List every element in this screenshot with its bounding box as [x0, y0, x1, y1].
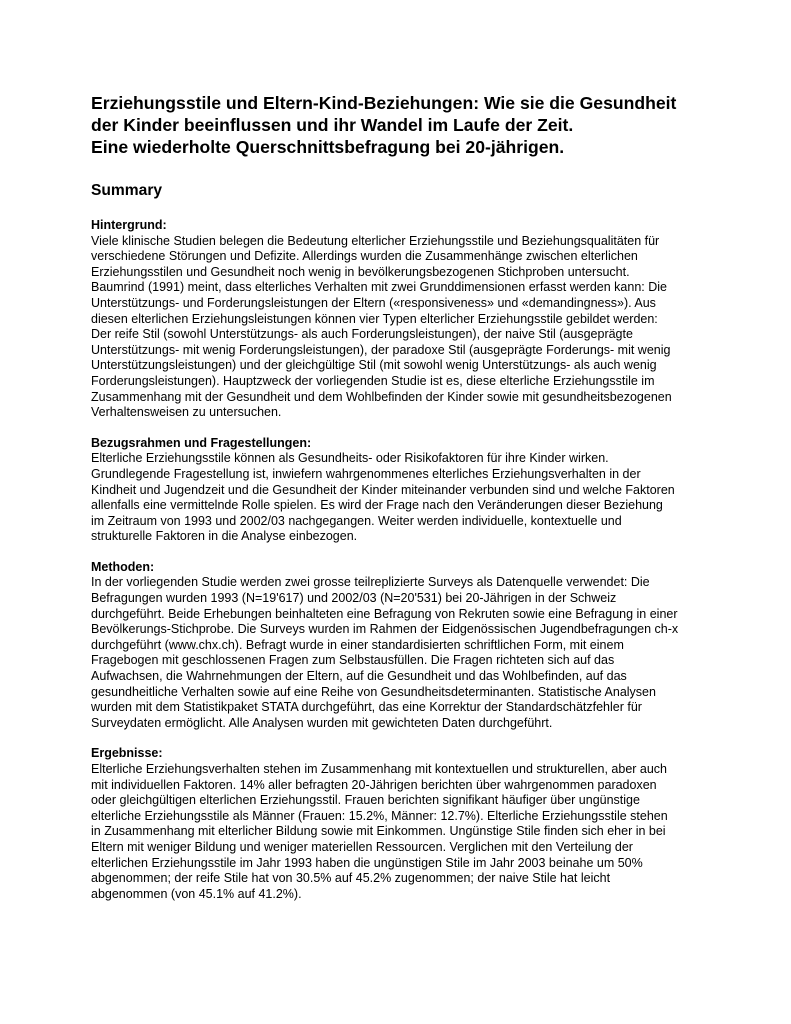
paragraph-line: Elterliche Erziehungsstile können als Gesundheits- oder Risikofaktoren für ihre Kinder wirken.: [91, 451, 609, 466]
paragraph-line: Forderungsleistungen). Hauptzweck der vorliegenden Studie ist es, diese elterliche Erziehungsstile im: [91, 373, 655, 388]
section-paragraph: [91, 575, 703, 731]
paragraph-line: strukturelle Faktoren in die Analyse einbezogen.: [91, 529, 358, 544]
paragraph-line: elterliche Erziehungsstile als Männer (Frauen: 15.2%, Männer: 12.7%). Elterliche Erziehungsstile stehen: [91, 808, 668, 823]
paragraph-line: Grundlegende Fragestellung ist, inwiefern wahrgenommenes elterliches Erziehungsverhalten in der: [91, 466, 641, 481]
paragraph-line: durchgeführt. Beide Erhebungen beinhalteten eine Befragung von Rekruten sowie eine Befragung in einer: [91, 606, 678, 621]
section-ergebnisse: [91, 746, 703, 902]
paragraph-line: mit individuellen Faktoren. 14% aller befragten 20-Jährigen berichten über wahrgenommen paradoxen: [91, 777, 657, 792]
section-bezugsrahmen: [91, 436, 703, 545]
section-heading: Methoden:: [91, 559, 155, 574]
paragraph-line: elterlichen Erziehungsstile im Jahr 1993 haben die ungünstigen Stile im Jahr 2003 beinahe um 50%: [91, 855, 643, 870]
paragraph-line: gesundheitliche Verhalten sowie auf eine Reihe von Gesundheitsdeterminanten. Statistische Analysen: [91, 684, 656, 699]
section-heading: Ergebnisse:: [91, 746, 163, 761]
section-heading: Bezugsrahmen und Fragestellungen:: [91, 435, 312, 450]
paragraph-line: Unterstützungs- und Forderungsleistungen der Eltern («responsiveness» und «demandingness»). Aus: [91, 295, 656, 310]
section-paragraph: [91, 234, 703, 421]
paragraph-line: In der vorliegenden Studie werden zwei grosse teilreplizierte Surveys als Datenquelle verwendet: Die: [91, 575, 650, 590]
paragraph-line: Fragebogen mit geschlossenen Fragen zum Selbstausfüllen. Die Fragen richteten sich auf das: [91, 653, 615, 668]
paragraph-line: Unterstützungs- mit wenig Forderungsleistungen), der paradoxe Stil (ausgeprägte Forderungs- mit wenig: [91, 342, 671, 357]
paragraph-line: durchgeführt (www.chx.ch). Befragt wurde in einer standardisierten schriftlichen Form, mit einem: [91, 637, 624, 652]
paragraph-line: Elterliche Erziehungsverhalten stehen im Zusammenhang mit kontextuellen und strukturellen, aber auch: [91, 762, 668, 776]
paragraph-line: Unterstützungsleistungen) und der gleichgültige Stil (mit sowohl wenig Unterstützungs- als auch wenig: [91, 358, 657, 373]
paragraph-line: Aufwachsen, die Wahrnehmungen der Eltern, auf die Gesundheit und das Wohlbefinden, auf das: [91, 669, 627, 684]
document-title: [91, 92, 703, 158]
paragraph-line: im Zeitraum von 1993 und 2002/03 nachgegangen. Weiter werden individuelle, kontextuelle und: [91, 513, 622, 528]
paragraph-line: Der reife Stil (sowohl Unterstützungs- als auch Forderungsleistungen), der naive Stil (ausgeprägte: [91, 327, 633, 342]
paragraph-line: Viele klinische Studien belegen die Bedeutung elterlicher Erziehungsstile und Beziehungsqualitäten für: [91, 233, 660, 248]
paragraph-line: oder gleichgültigen elterlichen Erziehungsstil. Frauen berichten signifikant häufiger über ungünstige: [91, 793, 640, 808]
paragraph-line: allenfalls eine vermittelnde Rolle spielen. Es wird der Frage nach den Veränderungen dieser Beziehung: [91, 498, 663, 513]
section-hintergrund: [91, 218, 703, 421]
title-line: Erziehungsstile und Eltern-Kind-Beziehungen: Wie sie die Gesundheit: [91, 93, 677, 113]
paragraph-line: Erziehungsstilen und Gesundheit noch wenig in bevölkerungsbezogenen Stichproben untersucht.: [91, 264, 630, 279]
paragraph-line: Befragungen wurden 1993 (N=19'617) und 2002/03 (N=20'531) bei 20-Jährigen in der Schweiz: [91, 591, 617, 606]
paragraph-line: Surveydaten ermöglicht. Alle Analysen wurden mit gewichteten Daten durchgeführt.: [91, 715, 553, 730]
paragraph-line: abgenommen; der reife Stile hat von 30.5% auf 45.2% zugenommen; der naive Stile hat leicht: [91, 871, 611, 886]
paragraph-line: Bevölkerungs-Stichprobe. Die Surveys wurden im Rahmen der Eidgenössischen Jugendbefragungen ch-x: [91, 622, 679, 637]
paragraph-line: abgenommen (von 45.1% auf 41.2%).: [91, 886, 302, 901]
summary-heading: Summary: [91, 182, 163, 199]
paragraph-line: in Zusammenhang mit elterlicher Bildung sowie mit Einkommen. Ungünstige Stile finden sich eher in bei: [91, 824, 666, 839]
paragraph-line: Baumrind (1991) meint, dass elterliches Verhalten mit zwei Grunddimensionen erfasst werden kann: Die: [91, 280, 667, 295]
section-paragraph: [91, 762, 703, 902]
title-line: der Kinder beeinflussen und ihr Wandel im Laufe der Zeit.: [91, 115, 574, 135]
document-page: [91, 92, 703, 902]
section-heading: Hintergrund:: [91, 218, 167, 232]
paragraph-line: diesen elterlichen Erziehungsleistungen können vier Typen elterlicher Erziehungsstile gebildet werden:: [91, 311, 658, 326]
paragraph-line: Verhaltensweisen zu untersuchen.: [91, 405, 282, 420]
paragraph-line: Zusammenhang mit der Gesundheit und dem Wohlbefinden der Kinder sowie mit gesundheitsbezogenen: [91, 389, 672, 404]
paragraph-line: wurden mit dem Statistikpaket STATA durchgeführt, das eine Korrektur der Standardschätzfehler für: [91, 700, 642, 715]
paragraph-line: Kindheit und Jugendzeit und die Gesundheit der Kinder miteinander verbunden sind und welche Faktoren: [91, 482, 675, 497]
paragraph-line: verschiedene Störungen und Defizite. Allerdings wurden die Zusammenhänge zwischen elterlichen: [91, 249, 638, 264]
section-paragraph: [91, 451, 703, 545]
paragraph-line: Eltern mit weniger Bildung und weniger materiellen Ressourcen. Verglichen mit den Verteilung der: [91, 839, 633, 854]
title-line: Eine wiederholte Querschnittsbefragung bei 20-jährigen.: [91, 137, 565, 157]
section-methoden: [91, 560, 703, 732]
